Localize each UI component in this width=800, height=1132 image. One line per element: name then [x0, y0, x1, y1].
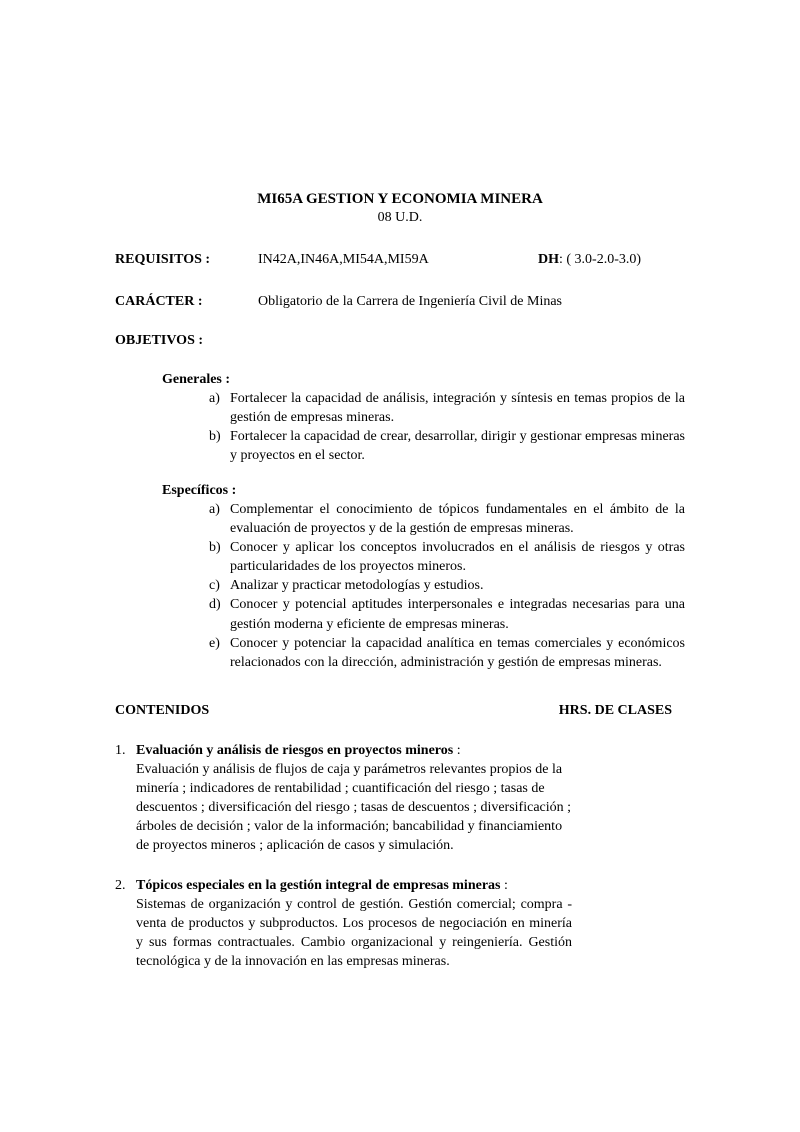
list-item: [209, 500, 685, 538]
content-item-heading: Evaluación y análisis de riesgos en proyectos mineros: [136, 742, 454, 758]
list-item: [209, 576, 685, 595]
requisitos-label: REQUISITOS :: [115, 252, 211, 268]
content-item: [115, 741, 685, 855]
list-item-letter: d): [209, 597, 221, 613]
objetivos-heading: OBJETIVOS :: [115, 333, 204, 349]
caracter-value: Obligatorio de la Carrera de Ingeniería Civil de Minas: [258, 294, 563, 310]
list-item-text: Analizar y practicar metodologías y estudios.: [230, 578, 484, 594]
list-item: [209, 538, 685, 576]
dh-field: [538, 250, 641, 269]
dh-value: : ( 3.0-2.0-3.0): [559, 252, 642, 268]
contenidos-header-row: [115, 701, 685, 720]
content-item-heading-suffix: :: [500, 877, 508, 893]
document-title: MI65A GESTION Y ECONOMIA MINERA: [257, 191, 543, 207]
content-item-heading-suffix: :: [453, 742, 461, 758]
document-subtitle: 08 U.D.: [377, 210, 423, 225]
list-item-text: Conocer y aplicar los conceptos involucrados en el análisis de riesgos y otras particularidades de los proyectos mineros.: [230, 540, 685, 575]
content-item-body: [136, 876, 572, 971]
list-item-text: Complementar el conocimiento de tópicos fundamentales en el ámbito de la evaluación de proyectos y de la gestión de empresas mineras.: [230, 502, 685, 537]
content-item-text: Sistemas de organización y control de gestión. Gestión comercial; compra - venta de productos y subproductos. Los procesos de negociación en minería y sus formas contractuales. Cambio organizacional y reingeniería. Gestión tecnológica y de la innovación en las empresas mineras.: [136, 896, 572, 969]
list-item-text: Conocer y potencial aptitudes interpersonales e integradas necesarias para una gestión moderna y eficiente de empresas mineras.: [230, 597, 685, 632]
list-item-text: Fortalecer la capacidad de análisis, integración y síntesis en temas propios de la gestión de empresas mineras.: [230, 391, 685, 426]
list-item-letter: b): [209, 429, 221, 445]
content-item: [115, 876, 685, 971]
list-item: [209, 634, 685, 672]
content-item-number: 1.: [115, 742, 126, 758]
list-item-letter: b): [209, 540, 221, 556]
caracter-label: CARÁCTER :: [115, 294, 203, 310]
list-item: [209, 389, 685, 427]
content-item-body: [136, 741, 572, 855]
list-item-letter: a): [209, 391, 220, 407]
list-item-text: Conocer y potenciar la capacidad analítica en temas comerciales y económicos relacionados con la dirección, administración y gestión de empresas mineras.: [230, 635, 685, 670]
list-item-letter: e): [209, 635, 220, 651]
requisitos-row: [115, 250, 685, 269]
list-item: [209, 427, 685, 465]
list-item-text: Fortalecer la capacidad de crear, desarrollar, dirigir y gestionar empresas mineras y proyectos en el sector.: [230, 429, 685, 464]
requisitos-value: IN42A,IN46A,MI54A,MI59A: [258, 252, 429, 268]
caracter-row: [115, 292, 685, 311]
hrs-de-clases-heading: HRS. DE CLASES: [558, 702, 672, 718]
contenidos-heading: CONTENIDOS: [115, 702, 210, 718]
generales-heading: Generales :: [162, 372, 231, 388]
list-item: [209, 595, 685, 633]
content-item-text: Evaluación y análisis de flujos de caja y parámetros relevantes propios de la minería ; indicadores de rentabilidad ; cuantificación del riesgo ; tasas de descuentos ; diversificación del riesgo ; tasas de descuentos ; diversificación ; árboles de decisión ; valor de la información; bancabilidad y financiamiento de proyectos mineros ; aplicación de casos y simulación.: [136, 761, 572, 853]
list-item-letter: c): [209, 578, 220, 594]
dh-label: DH: [538, 252, 559, 268]
especificos-heading: Específicos :: [162, 483, 237, 499]
list-item-letter: a): [209, 502, 220, 518]
content-item-heading: Tópicos especiales en la gestión integral de empresas mineras: [136, 877, 501, 893]
content-item-number: 2.: [115, 877, 126, 893]
